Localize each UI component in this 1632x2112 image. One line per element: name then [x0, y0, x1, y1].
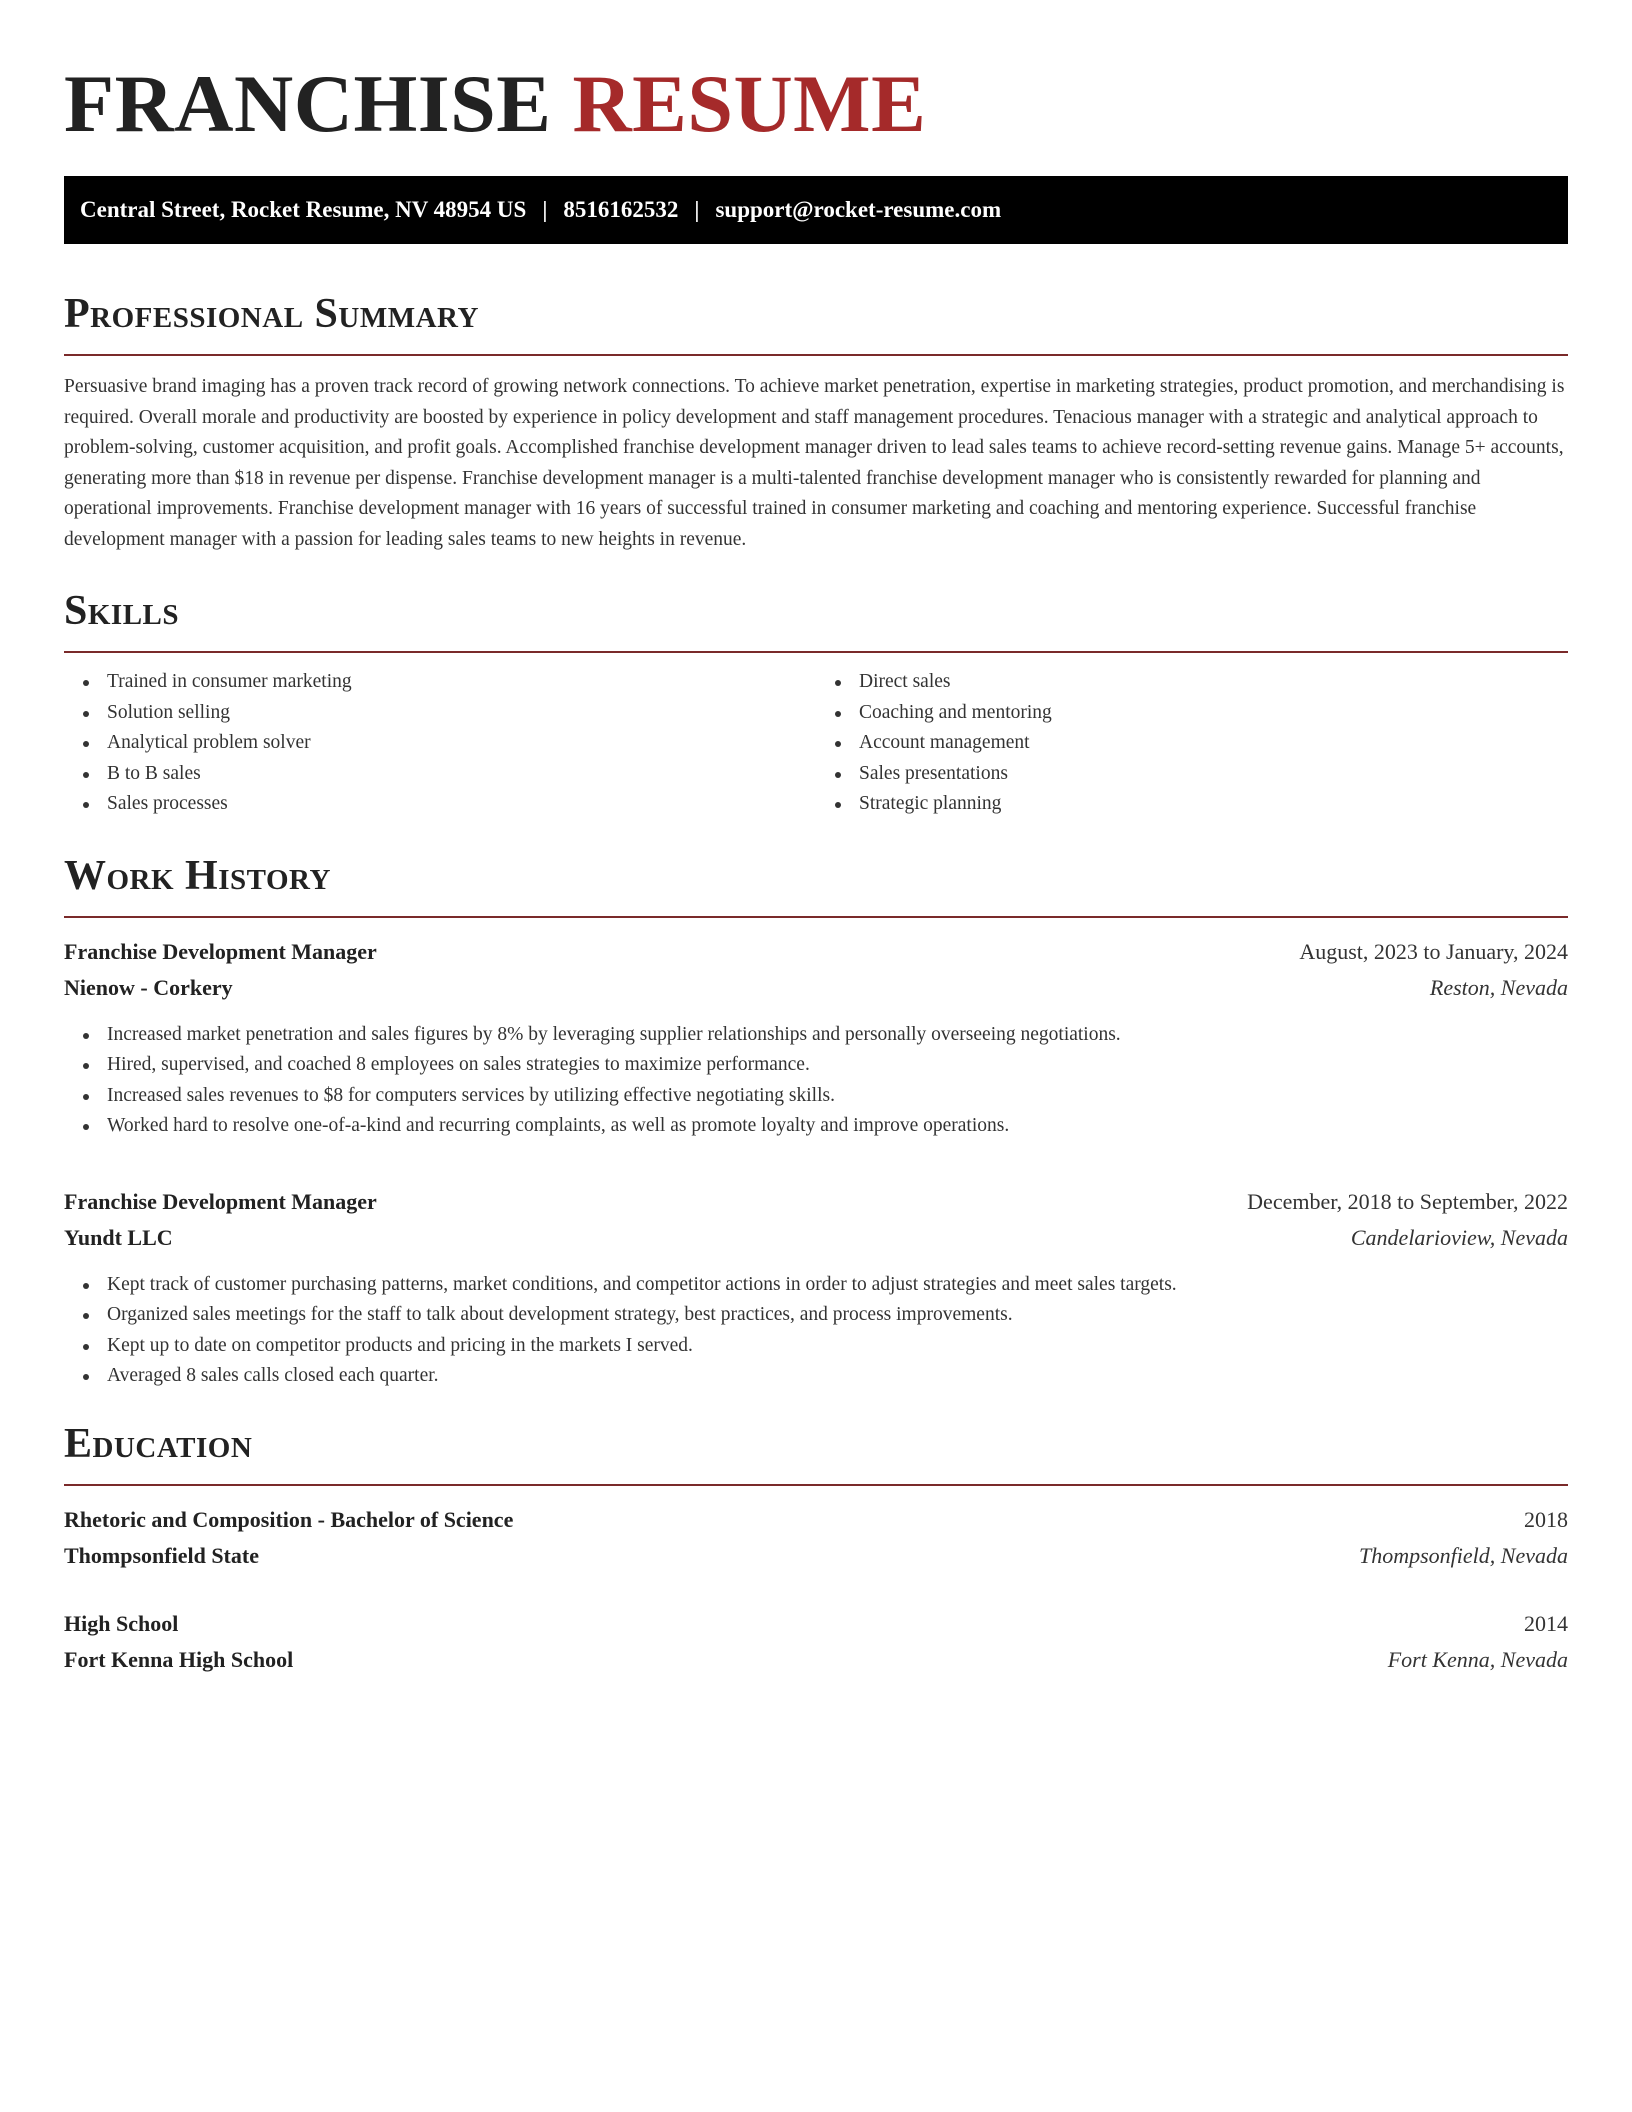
job-bullet: Worked hard to resolve one-of-a-kind and recurring complaints, as well as promote loyalty and improve operations. — [107, 1111, 1568, 1142]
education-school-row — [64, 1642, 1568, 1678]
education-location: Fort Kenna, Nevada — [1387, 1646, 1568, 1672]
education-year: 2018 — [1524, 1506, 1568, 1532]
contact-bar — [64, 176, 1568, 244]
job-bullet: Organized sales meetings for the staff to talk about development strategy, best practices, and process improvements. — [107, 1300, 1568, 1331]
skills-grid — [64, 667, 1568, 820]
job-bullet: Kept track of customer purchasing patterns, market conditions, and competitor actions in order to adjust strategies and meet sales targets. — [107, 1270, 1568, 1301]
job-location: Candelarioview, Nevada — [1350, 1224, 1568, 1250]
education-entry — [64, 1606, 1568, 1678]
skill-item: Trained in consumer marketing — [107, 667, 816, 698]
education-school-row — [64, 1538, 1568, 1574]
contact-separator: | — [694, 197, 700, 222]
work-history-section — [64, 850, 1568, 1392]
job-company-row — [64, 1220, 1568, 1256]
education-degree-row — [64, 1606, 1568, 1642]
skills-list-left — [64, 667, 816, 820]
skill-item: Sales presentations — [859, 759, 1568, 790]
job-bullets — [64, 1020, 1568, 1142]
skills-section — [64, 585, 1568, 820]
job-bullet: Increased sales revenues to $8 for computers services by utilizing effective negotiating skills. — [107, 1081, 1568, 1112]
skills-heading: Skills — [64, 585, 1568, 653]
job-dates: August, 2023 to January, 2024 — [1299, 938, 1568, 964]
summary-text: Persuasive brand imaging has a proven track record of growing network connections. To achieve market penetration, expertise in marketing strategies, product promotion, and merchandising is required. Overall morale and productivity are boosted by experience in policy development and staff management procedures. Tenacious manager with a strategic and analytical approach to problem-solving, customer acquisition, and profit goals. Accomplished franchise development manager driven to lead sales teams to achieve record-setting revenue gains. Manage 5+ accounts, generating more than $18 in revenue per dispense. Franchise development manager is a multi-talented franchise development manager who is consistently rewarded for planning and operational improvements. Franchise development manager with 16 years of successful trained in consumer marketing and coaching and mentoring experience. Successful franchise development manager with a passion for leading sales teams to new heights in revenue. — [64, 376, 1565, 550]
job-location: Reston, Nevada — [1429, 974, 1568, 1000]
job-company: Yundt LLC — [64, 1224, 173, 1250]
job-bullet: Hired, supervised, and coached 8 employees on sales strategies to maximize performance. — [107, 1050, 1568, 1081]
job-bullet: Averaged 8 sales calls closed each quarter. — [107, 1361, 1568, 1392]
education-degree-row — [64, 1502, 1568, 1538]
title-word-franchise: FRANCHISE — [64, 58, 552, 149]
education-school: Fort Kenna High School — [64, 1646, 294, 1672]
skill-item: Solution selling — [107, 698, 816, 729]
contact-separator: | — [542, 197, 548, 222]
education-location: Thompsonfield, Nevada — [1359, 1542, 1568, 1568]
job-title-row — [64, 934, 1568, 970]
contact-email: support@rocket-resume.com — [715, 197, 1002, 222]
skill-item: Strategic planning — [859, 789, 1568, 820]
title-word-resume: RESUME — [572, 58, 927, 149]
education-heading: Education — [64, 1418, 1568, 1486]
skill-item: Sales processes — [107, 789, 816, 820]
education-degree: Rhetoric and Composition - Bachelor of Science — [64, 1506, 514, 1532]
skill-item: Direct sales — [859, 667, 1568, 698]
job-dates: December, 2018 to September, 2022 — [1247, 1188, 1568, 1214]
contact-phone: 8516162532 — [563, 197, 679, 222]
education-year: 2014 — [1524, 1610, 1568, 1636]
job-entry — [64, 934, 1568, 1142]
skill-item: Account management — [859, 728, 1568, 759]
education-degree: High School — [64, 1610, 179, 1636]
job-bullets — [64, 1270, 1568, 1392]
job-title: Franchise Development Manager — [64, 1188, 377, 1214]
work-history-heading: Work History — [64, 850, 1568, 918]
contact-address: Central Street, Rocket Resume, NV 48954 US — [80, 197, 527, 222]
education-entry — [64, 1502, 1568, 1574]
job-title: Franchise Development Manager — [64, 938, 377, 964]
education-school: Thompsonfield State — [64, 1542, 259, 1568]
job-bullet: Increased market penetration and sales figures by 8% by leveraging supplier relationships and personally overseeing negotiations. — [107, 1020, 1568, 1051]
skill-item: B to B sales — [107, 759, 816, 790]
education-section — [64, 1418, 1568, 1678]
job-entry — [64, 1184, 1568, 1392]
resume-title — [64, 56, 1568, 152]
summary-section — [64, 288, 1568, 555]
skill-item: Coaching and mentoring — [859, 698, 1568, 729]
job-company: Nienow - Corkery — [64, 974, 233, 1000]
job-bullet: Kept up to date on competitor products and pricing in the markets I served. — [107, 1331, 1568, 1362]
summary-heading: Professional Summary — [64, 288, 1568, 356]
skill-item: Analytical problem solver — [107, 728, 816, 759]
skills-list-right — [816, 667, 1568, 820]
job-title-row — [64, 1184, 1568, 1220]
job-company-row — [64, 970, 1568, 1006]
